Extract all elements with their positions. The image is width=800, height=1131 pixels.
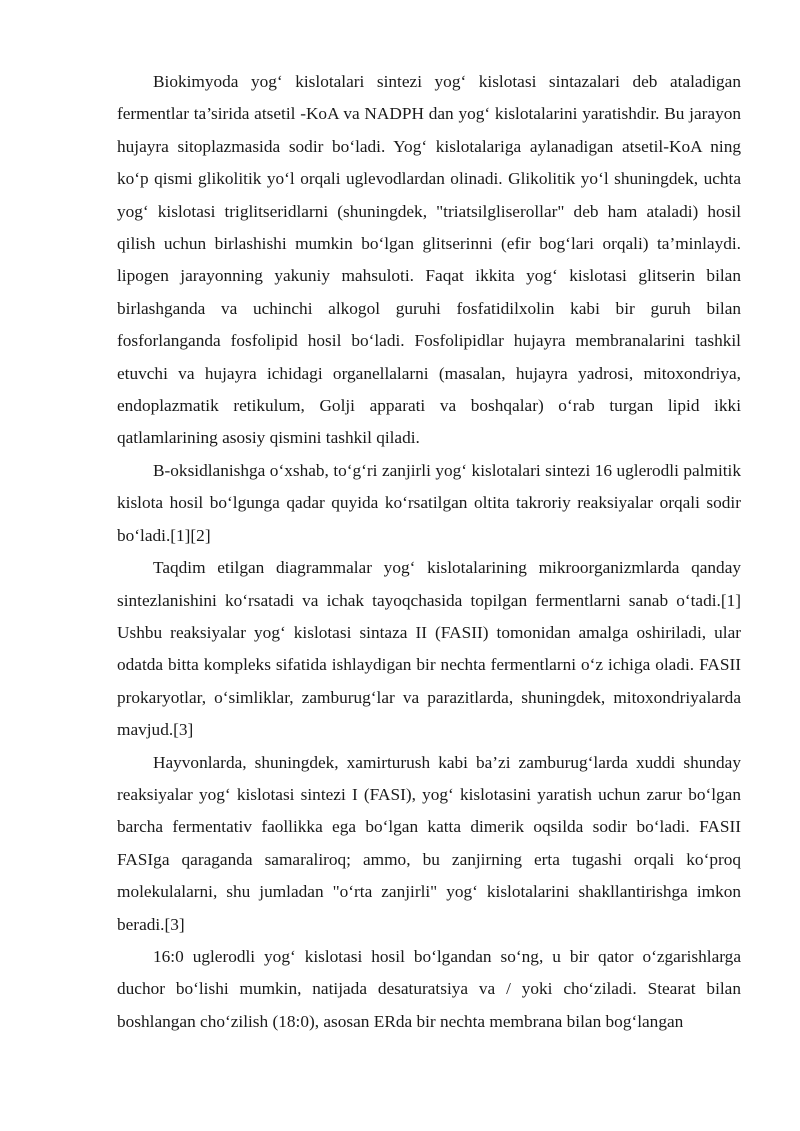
paragraph-fasii-microorganisms: Taqdim etilgan diagrammalar yog‘ kislotalarining mikroorganizmlarda qanday sintezlanishini ko‘rsatadi va ichak tayoqchasida topilgan fermentlarni sanab o‘tadi.[1] Ushbu reaksiyalar yog‘ kislotasi sintaza II (FASII) tomonidan amalga oshiriladi, ular odatda bitta kompleks sifatida ishlaydigan bir nechta fermentlarni o‘z ichiga oladi. FASII prokaryotlar, o‘simliklar, zamburug‘lar va parazitlarda, shuningdek, mitoxondriyalarda mavjud.[3] [117,558,741,740]
paragraph-beta-oxidation-comparison: B-oksidlanishga o‘xshab, to‘g‘ri zanjirli yog‘ kislotalari sintezi 16 uglerodli palmitik kislota hosil bo‘lgunga qadar quyida ko‘rsatilgan oltita takroriy reaksiyalar orqali sodir bo‘ladi.[1][2] [117,460,741,545]
document-body [117,66,741,1038]
paragraph-fatty-acid-synthesis-intro: Biokimyoda yog‘ kislotalari sintezi yog‘ kislotasi sintazalari deb ataladigan fermentlar ta’sirida atsetil -KoA va NADPH dan yog‘ kislotalarini yaratishdir. Bu jarayon hujayra sitoplazmasida sodir bo‘ladi. Yog‘ kislotalariga aylanadigan atsetil-KoA ning ko‘p qismi glikolitik yo‘l orqali uglevodlardan olinadi. Glikolitik yo‘l shuningdek, uchta yog‘ kislotasi triglitseridlarni (shuningdek, "triatsilgliserollar" deb ham ataladi) hosil qilish uchun birlashishi mumkin bo‘lgan glitserinni (efir bog‘lari orqali) ta’minlaydi. lipogen jarayonning yakuniy mahsuloti. Faqat ikkita yog‘ kislotasi glitserin bilan birlashganda va uchinchi alkogol guruhi fosfatidilxolin kabi bir guruh bilan fosforlanganda fosfolipid hosil bo‘ladi. Fosfolipidlar hujayra membranalarini tashkil etuvchi va hujayra ichidagi organellalarni (masalan, hujayra yadrosi, mitoxondriya, endoplazmatik retikulum, Golji apparati va boshqalar) o‘rab turgan lipid ikki qatlamlarining asosiy qismini tashkil qiladi. [117,72,741,448]
paragraph-fasi-animals: Hayvonlarda, shuningdek, xamirturush kabi ba’zi zamburug‘larda xuddi shunday reaksiyalar yog‘ kislotasi sintezi I (FASI), yog‘ kislotasini yaratish uchun zarur bo‘lgan barcha fermentativ faollikka ega bo‘lgan katta dimerik oqsilda sodir bo‘ladi. FASII FASIga qaraganda samaraliroq; ammo, bu zanjirning erta tugashi orqali ko‘proq molekulalarni, shu jumladan "o‘rta zanjirli" yog‘ kislotalarini shakllantirishga imkon beradi.[3] [117,752,741,934]
paragraph-desaturation-elongation: 16:0 uglerodli yog‘ kislotasi hosil bo‘lgandan so‘ng, u bir qator o‘zgarishlarga duchor bo‘lishi mumkin, natijada desaturatsiya va / yoki cho‘ziladi. Stearat bilan boshlangan cho‘zilish (18:0), asosan ERda bir nechta membrana bilan bog‘langan [117,946,741,1031]
